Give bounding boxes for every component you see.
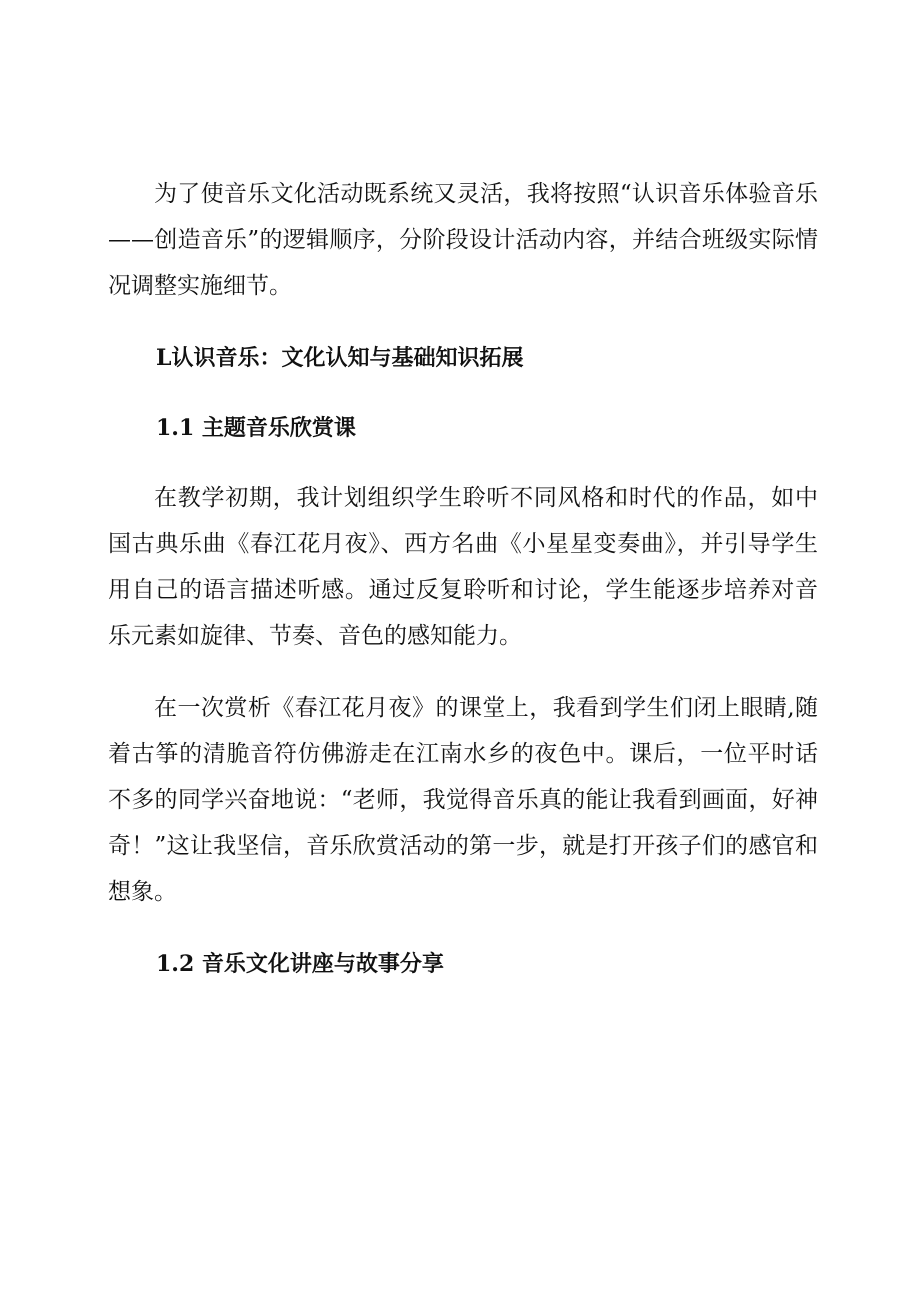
section-heading-1: L认识音乐：文化认知与基础知识拓展 (156, 345, 524, 371)
section-heading-1-1: 1.1 主题音乐欣赏课 (156, 415, 356, 441)
paragraph-1-1-a: 在教学初期，我计划组织学生聆听不同风格和时代的作品，如中国古典乐曲《春江花月夜》、西方名曲《小星星变奏曲》，并引导学生用自己的语言描述听感。通过反复聆听和讨论，学生能逐步培养对音乐元素如旋律、节奏、音色的感知能力。 (108, 485, 818, 649)
document-body (108, 171, 818, 987)
section-heading-1-2: 1.2 音乐文化讲座与故事分享 (156, 951, 444, 977)
paragraph-1-1-b: 在一次赏析《春江花月夜》的课堂上，我看到学生们闭上眼睛,随着古筝的清脆音符仿佛游走在江南水乡的夜色中。课后，一位平时话不多的同学兴奋地说：“老师，我觉得音乐真的能让我看到画面，好神奇！”这让我坚信，音乐欣赏活动的第一步，就是打开孩子们的感官和想象。 (108, 695, 818, 905)
intro-paragraph: 为了使音乐文化活动既系统又灵活，我将按照“认识音乐体验音乐——创造音乐”的逻辑顺序，分阶段设计活动内容，并结合班级实际情况调整实施细节。 (108, 181, 818, 299)
